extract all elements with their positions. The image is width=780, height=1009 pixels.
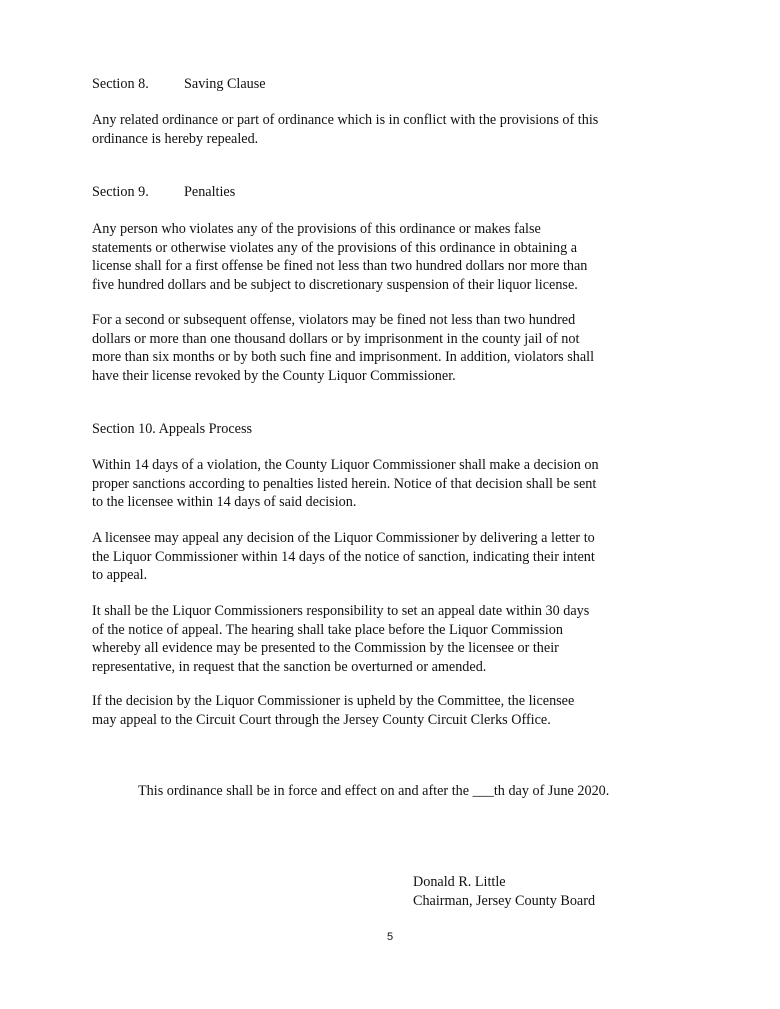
text-line: representative, in request that the sanction be overturned or amended. xyxy=(92,658,487,675)
text-line: proper sanctions according to penalties listed herein. Notice of that decision shall be sent xyxy=(92,475,597,492)
effective-date-statement: This ordinance shall be in force and effect on and after the ___th day of June 2020. xyxy=(138,783,610,799)
section-9-paragraph-2 xyxy=(92,311,652,385)
section-10-paragraph-3 xyxy=(92,602,652,676)
signature-block xyxy=(413,873,595,910)
section-9-paragraph-1 xyxy=(92,220,652,294)
text-line: dollars or more than one thousand dollars or by imprisonment in the county jail of not xyxy=(92,330,580,347)
text-line: five hundred dollars and be subject to discretionary suspension of their liquor license. xyxy=(92,276,578,293)
signatory-title: Chairman, Jersey County Board xyxy=(413,892,596,909)
text-line: Within 14 days of a violation, the County Liquor Commissioner shall make a decision on xyxy=(92,457,599,473)
text-line: A licensee may appeal any decision of the Liquor Commissioner by delivering a letter to xyxy=(92,530,595,546)
section-10-heading-text: Section 10. Appeals Process xyxy=(92,421,252,437)
section-10-paragraph-1 xyxy=(92,456,652,512)
section-10-paragraph-2 xyxy=(92,529,652,585)
text-line: whereby all evidence may be presented to the Commission by the licensee or their xyxy=(92,640,559,657)
text-line: Any person who violates any of the provisions of this ordinance or makes false xyxy=(92,221,541,237)
section-8-paragraph xyxy=(92,111,652,148)
text-line: to the licensee within 14 days of said decision. xyxy=(92,494,357,511)
section-9-title: Penalties xyxy=(184,184,236,200)
section-8-heading xyxy=(92,75,266,94)
text-line: have their license revoked by the County Liquor Commissioner. xyxy=(92,367,456,384)
text-line: more than six months or by both such fine and imprisonment. In addition, violators shall xyxy=(92,349,595,366)
text-line: the Liquor Commissioner within 14 days of the notice of sanction, indicating their intent xyxy=(92,548,595,565)
text-line: may appeal to the Circuit Court through the Jersey County Circuit Clerks Office. xyxy=(92,711,551,728)
section-9-heading xyxy=(92,183,236,202)
text-line: license shall for a first offense be fined not less than two hundred dollars nor more than xyxy=(92,258,588,275)
section-10-paragraph-4 xyxy=(92,692,652,729)
section-8-title: Saving Clause xyxy=(184,76,266,92)
text-line: Any related ordinance or part of ordinance which is in conflict with the provisions of this xyxy=(92,112,599,128)
section-8-number: Section 8. xyxy=(92,76,149,92)
text-line: It shall be the Liquor Commissioners responsibility to set an appeal date within 30 days xyxy=(92,603,590,619)
text-line: to appeal. xyxy=(92,567,148,584)
text-line: If the decision by the Liquor Commissioner is upheld by the Committee, the licensee xyxy=(92,693,575,709)
signatory-name: Donald R. Little xyxy=(413,874,506,890)
page-number: 5 xyxy=(386,931,394,943)
text-line: For a second or subsequent offense, violators may be fined not less than two hundred xyxy=(92,312,576,328)
text-line: statements or otherwise violates any of the provisions of this ordinance in obtaining a xyxy=(92,239,578,256)
section-9-number: Section 9. xyxy=(92,184,149,200)
text-line: of the notice of appeal. The hearing shall take place before the Liquor Commission xyxy=(92,621,563,638)
section-10-heading xyxy=(92,420,252,439)
text-line: ordinance is hereby repealed. xyxy=(92,130,259,147)
